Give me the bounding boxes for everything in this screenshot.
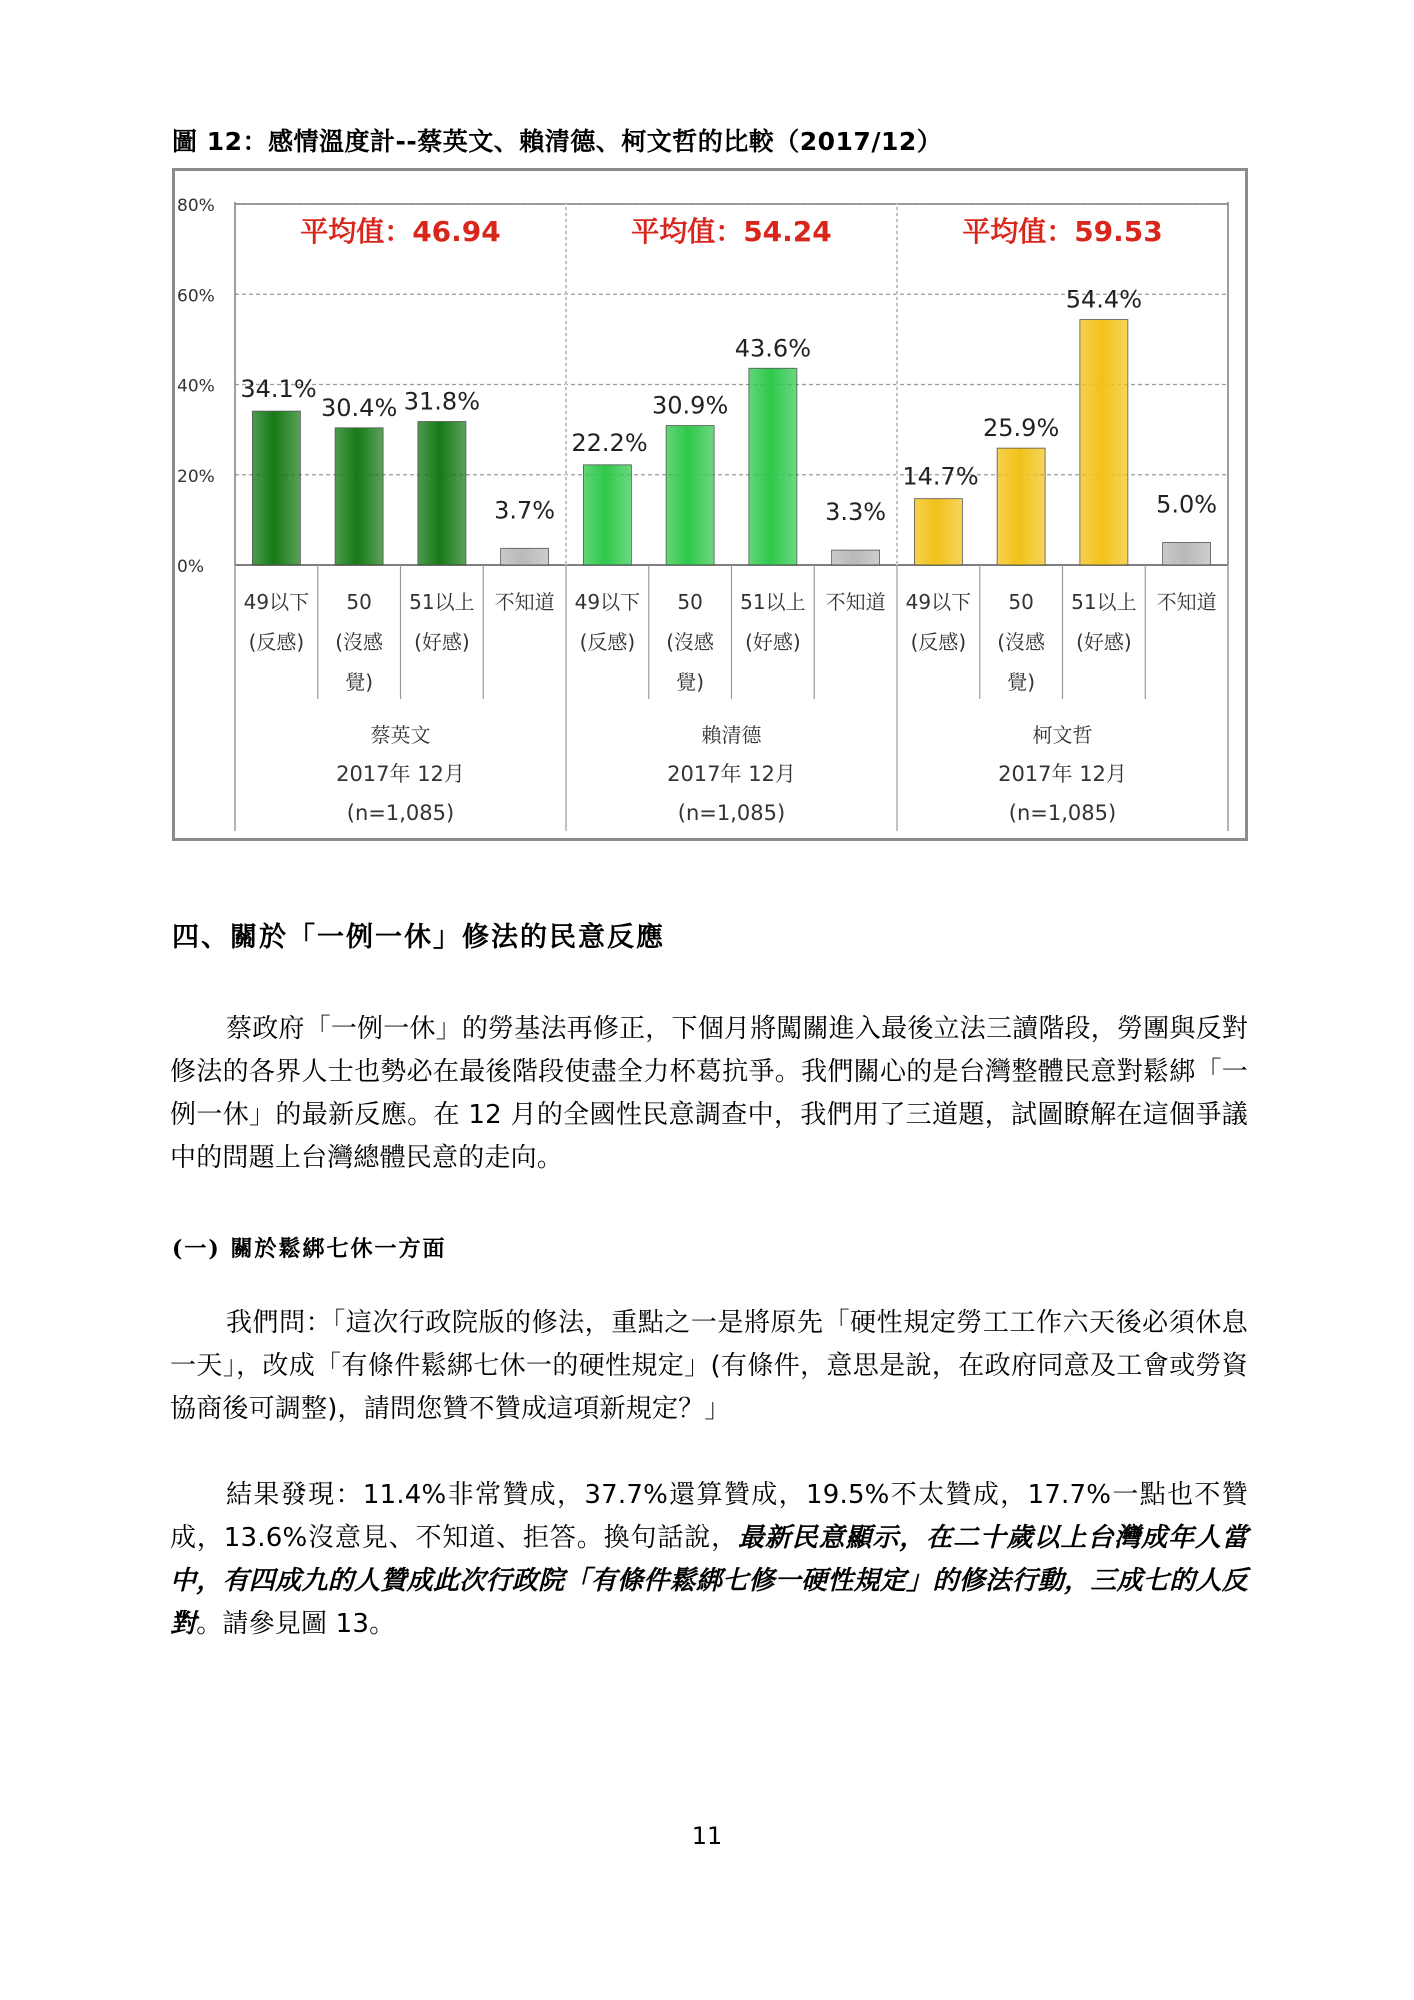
bar <box>335 428 383 565</box>
paragraph-question: 我們問：「這次行政院版的修法，重點之一是將原先「硬性規定勞工工作六天後必須休息一天」，改成「有條件鬆綁七休一的硬性規定」(有條件，意思是說，在政府同意及工會或勞資協商後可調整)，請問您贊不贊成這項新規定？」 <box>170 1308 1248 1424</box>
results-emphasis: 最新民意顯示，在二十歲以上台灣成年人當中，有四成九的人贊成此次行政院「有條件鬆綁七修一硬性規定」的修法行動，三成七的人反對 <box>170 1523 1248 1639</box>
category-label: 51以上 <box>1071 590 1137 614</box>
average-label: 平均值：59.53 <box>962 215 1163 248</box>
data-label: 34.1% <box>240 375 317 404</box>
chart-frame <box>172 168 1248 841</box>
group-n-label: (n=1,085) <box>1008 801 1117 825</box>
data-label: 43.6% <box>734 334 811 363</box>
category-label: (反感) <box>579 630 636 654</box>
bar <box>501 548 549 565</box>
bar <box>252 411 300 565</box>
group-n-label: (n=1,085) <box>346 801 455 825</box>
data-label: 5.0% <box>1156 490 1218 519</box>
bar <box>997 448 1045 565</box>
bar <box>1163 542 1211 565</box>
category-label: 不知道 <box>1156 590 1217 614</box>
average-label: 平均值：46.94 <box>300 215 501 248</box>
category-label: 50 <box>346 590 372 614</box>
paragraph-intro: 蔡政府「一例一休」的勞基法再修正，下個月將闖關進入最後立法三讀階段，勞團與反對修法的各界人士也勢必在最後階段使盡全力杯葛抗爭。我們關心的是台灣整體民意對鬆綁「一例一休」的最新反應。在 12 月的全國性民意調查中，我們用了三道題，試圖瞭解在這個爭議中的問題上台灣總體民意的走向。 <box>170 1014 1248 1173</box>
group-period-label: 2017年 12月 <box>336 762 465 786</box>
data-label: 31.8% <box>403 387 480 416</box>
results-text: 結果發現：11.4%非常贊成，37.7%還算贊成，19.5%不太贊成，17.7%一點也不贊成，13.6%沒意見、不知道、拒答。換句話說， <box>170 1480 1248 1553</box>
group-name-label: 賴清德 <box>701 723 762 747</box>
group-period-label: 2017年 12月 <box>998 762 1127 786</box>
paragraph-results <box>170 1474 1248 1646</box>
category-label: 不知道 <box>494 590 555 614</box>
category-label: (沒感 <box>335 630 384 654</box>
category-label: 49以下 <box>243 590 310 614</box>
y-tick-label: 0% <box>177 557 204 577</box>
category-label: (沒感 <box>997 630 1046 654</box>
category-label: 50 <box>677 590 703 614</box>
bar <box>832 550 880 565</box>
category-label: 覺) <box>676 670 705 694</box>
temperature-bar-chart <box>175 171 1245 838</box>
data-label: 3.7% <box>494 496 556 525</box>
section-heading: 四、關於「一例一休」修法的民意反應 <box>172 922 665 953</box>
category-label: 覺) <box>345 670 374 694</box>
sub-heading: (一) 關於鬆綁七休一方面 <box>172 1236 447 1262</box>
category-label: 49以下 <box>574 590 641 614</box>
bar <box>418 422 466 565</box>
category-label: 51以上 <box>740 590 806 614</box>
data-label: 30.9% <box>652 391 729 420</box>
group-n-label: (n=1,085) <box>677 801 786 825</box>
category-label: 51以上 <box>409 590 475 614</box>
data-label: 3.3% <box>825 498 887 527</box>
data-label: 30.4% <box>321 393 398 422</box>
bar <box>749 368 797 565</box>
results-ending: 。請參見圖 13。 <box>196 1609 396 1639</box>
group-period-label: 2017年 12月 <box>667 762 796 786</box>
data-label: 25.9% <box>983 414 1060 443</box>
y-tick-label: 40% <box>177 376 215 397</box>
category-label: (反感) <box>910 630 967 654</box>
category-label: 50 <box>1008 590 1034 614</box>
y-tick-label: 20% <box>177 466 215 487</box>
category-label: (反感) <box>248 630 305 654</box>
page-number: 11 <box>691 1822 723 1850</box>
category-label: (好感) <box>1076 630 1132 654</box>
group-name-label: 柯文哲 <box>1032 723 1093 747</box>
figure-title: 圖 12：感情溫度計--蔡英文、賴清德、柯文哲的比較（2017/12） <box>172 127 943 156</box>
bar <box>1080 320 1128 565</box>
bar <box>583 465 631 565</box>
y-tick-label: 60% <box>177 286 215 307</box>
data-label: 22.2% <box>571 428 648 457</box>
category-label: (好感) <box>414 630 470 654</box>
category-label: (好感) <box>745 630 801 654</box>
data-label: 14.7% <box>902 462 979 491</box>
category-label: 49以下 <box>905 590 972 614</box>
data-label: 54.4% <box>1065 285 1142 314</box>
y-tick-label: 80% <box>177 196 215 216</box>
average-label: 平均值：54.24 <box>631 215 832 248</box>
bar <box>914 499 962 565</box>
category-label: 覺) <box>1007 670 1036 694</box>
group-name-label: 蔡英文 <box>370 723 431 747</box>
category-label: 不知道 <box>825 590 886 614</box>
bar <box>666 426 714 565</box>
category-label: (沒感 <box>666 630 715 654</box>
